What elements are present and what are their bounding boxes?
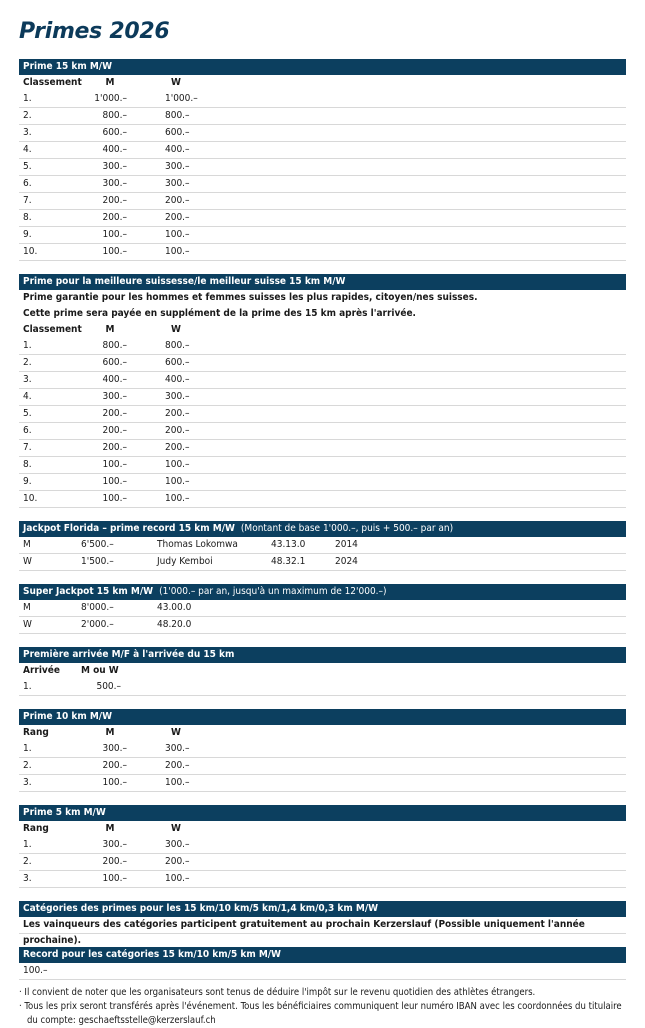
page-title: Primes 2026 xyxy=(19,19,170,44)
cell-year: 2024 xyxy=(335,556,358,567)
prize-document xyxy=(19,0,626,1028)
cell-rank: 3. xyxy=(23,127,32,138)
section-super-jackpot xyxy=(19,584,626,634)
cell-rank: 5. xyxy=(23,408,32,419)
cell-w: 100.– xyxy=(165,476,190,487)
cell-rank: 2. xyxy=(23,357,32,368)
table-row xyxy=(19,554,626,571)
cell-rank: 1. xyxy=(23,743,32,754)
table-row xyxy=(19,210,626,227)
section-prime-suisse xyxy=(19,274,626,508)
cell-w: 300.– xyxy=(165,161,190,172)
section-prime-15km xyxy=(19,59,626,261)
description-text: Prime garantie pour les hommes et femmes suisses les plus rapides, citoyen/nes suisses. xyxy=(23,292,478,303)
cell-m: 300.– xyxy=(102,391,127,402)
cell-m: 800.– xyxy=(102,110,127,121)
cell-w: 100.– xyxy=(165,229,190,240)
table-row xyxy=(19,355,626,372)
cell-w: 300.– xyxy=(165,391,190,402)
table-row xyxy=(19,775,626,792)
cell-rank: 2. xyxy=(23,760,32,771)
cell-w: 800.– xyxy=(165,110,190,121)
col-m: M xyxy=(105,727,115,738)
cell-rank: 2. xyxy=(23,110,32,121)
cell-year: 2014 xyxy=(335,539,358,550)
cell-amount: 8'000.– xyxy=(81,602,114,613)
cell-rank: 7. xyxy=(23,195,32,206)
cell-m: 200.– xyxy=(102,442,127,453)
footnote: · Il convient de noter que les organisateurs sont tenus de déduire l'impôt sur le revenu quotidien des athlètes étrangers. xyxy=(19,987,536,998)
cell-rank: 1. xyxy=(23,839,32,850)
cell-m: 300.– xyxy=(102,743,127,754)
cell-name: Judy Kemboi xyxy=(157,556,213,567)
table-row xyxy=(19,406,626,423)
cell-rank: 3. xyxy=(23,873,32,884)
col-w: W xyxy=(171,727,181,738)
cell-rank: 1. xyxy=(23,681,32,692)
table-row xyxy=(19,389,626,406)
cell-w: 800.– xyxy=(165,340,190,351)
cell-m: 200.– xyxy=(102,195,127,206)
table-header xyxy=(19,322,626,338)
cell-time: 43.13.0 xyxy=(271,539,306,550)
section-prime-5km xyxy=(19,805,626,888)
cell-w: 600.– xyxy=(165,357,190,368)
cell-w: 200.– xyxy=(165,195,190,206)
col-w: W xyxy=(171,823,181,834)
table-row xyxy=(19,125,626,142)
table-row xyxy=(19,679,626,696)
table-header xyxy=(19,75,626,91)
footnotes xyxy=(19,986,626,1028)
cell-m: 600.– xyxy=(102,127,127,138)
table-row xyxy=(19,91,626,108)
cell-rank: 2. xyxy=(23,856,32,867)
section-header: Prime 5 km M/W xyxy=(19,805,626,821)
table-row xyxy=(19,491,626,508)
cell-w: 200.– xyxy=(165,760,190,771)
section-header: Prime 15 km M/W xyxy=(19,59,626,75)
col-m: M xyxy=(105,77,115,88)
table-row xyxy=(19,244,626,261)
cell-w: 200.– xyxy=(165,408,190,419)
cell-time: 43.00.0 xyxy=(157,602,192,613)
cell-m: 300.– xyxy=(102,839,127,850)
cell-time: 48.32.1 xyxy=(271,556,306,567)
table-row xyxy=(19,423,626,440)
section-record xyxy=(19,947,626,980)
table-row xyxy=(19,440,626,457)
cell-m: 100.– xyxy=(102,246,127,257)
table-row xyxy=(19,474,626,491)
table-header xyxy=(19,663,626,679)
cell-w: 200.– xyxy=(165,856,190,867)
table-row xyxy=(19,837,626,854)
section-header xyxy=(19,584,626,600)
cell-m: 200.– xyxy=(102,425,127,436)
cell-w: 1'000.– xyxy=(165,93,198,104)
cell-w: 100.– xyxy=(165,777,190,788)
section-header: Prime 10 km M/W xyxy=(19,709,626,725)
header-title: Super Jackpot 15 km M/W xyxy=(23,586,154,597)
cell-m: 1'000.– xyxy=(94,93,127,104)
cell-rank: 10. xyxy=(23,493,38,504)
header-note: (Montant de base 1'000.–, puis + 500.– par an) xyxy=(240,523,454,534)
cell-rank: 6. xyxy=(23,425,32,436)
col-m-ou-w: M ou W xyxy=(81,665,119,676)
cell-rank: 1. xyxy=(23,93,32,104)
cell-rank: 9. xyxy=(23,476,32,487)
cell-m: 100.– xyxy=(102,476,127,487)
table-row xyxy=(19,854,626,871)
cell-m: 100.– xyxy=(102,229,127,240)
cell-m: 100.– xyxy=(102,459,127,470)
cell-m: 400.– xyxy=(102,374,127,385)
description-text: Cette prime sera payée en supplément de la prime des 15 km après l'arrivée. xyxy=(23,308,416,319)
cell-w: 400.– xyxy=(165,374,190,385)
cell-w: 200.– xyxy=(165,442,190,453)
cell-rank: 7. xyxy=(23,442,32,453)
section-prime-10km xyxy=(19,709,626,792)
section-categories xyxy=(19,901,626,946)
cell-w: 300.– xyxy=(165,178,190,189)
footnote: · Tous les prix seront transférés après l'événement. Tous les bénéficiaires communiquent leur numéro IBAN avec les coordonnées du titulaire du compte: geschaeftsstelle@kerzerslauf.ch xyxy=(19,1001,622,1026)
col-rang: Rang xyxy=(23,727,49,738)
table-header xyxy=(19,725,626,741)
table-row xyxy=(19,142,626,159)
cell-name: Thomas Lokomwa xyxy=(157,539,238,550)
record-value: 100.– xyxy=(19,963,626,980)
cell-w: 200.– xyxy=(165,425,190,436)
section-jackpot-florida xyxy=(19,521,626,571)
cell-m: 800.– xyxy=(102,340,127,351)
section-header: Première arrivée M/F à l'arrivée du 15 km xyxy=(19,647,626,663)
table-row xyxy=(19,338,626,355)
col-m: M xyxy=(105,324,115,335)
cell-rank: 3. xyxy=(23,777,32,788)
cell-m: 200.– xyxy=(102,408,127,419)
table-row xyxy=(19,159,626,176)
table-row xyxy=(19,227,626,244)
col-m: M xyxy=(105,823,115,834)
col-arrivee: Arrivée xyxy=(23,665,60,676)
cell-w: 300.– xyxy=(165,839,190,850)
table-row xyxy=(19,758,626,775)
header-title: Jackpot Florida – prime record 15 km M/W xyxy=(23,523,235,534)
table-row xyxy=(19,741,626,758)
table-header xyxy=(19,821,626,837)
cell-m: 300.– xyxy=(102,161,127,172)
table-row xyxy=(19,176,626,193)
section-header: Record pour les catégories 15 km/10 km/5 km M/W xyxy=(19,947,626,963)
table-row xyxy=(19,537,626,554)
cell-m: 400.– xyxy=(102,144,127,155)
cell-time: 48.20.0 xyxy=(157,619,192,630)
cell-gender: M xyxy=(23,602,31,613)
table-row xyxy=(19,600,626,617)
col-rang: Rang xyxy=(23,823,49,834)
table-row xyxy=(19,871,626,888)
cell-m: 600.– xyxy=(102,357,127,368)
table-row xyxy=(19,457,626,474)
col-w: W xyxy=(171,77,181,88)
cell-m: 100.– xyxy=(102,493,127,504)
cell-rank: 6. xyxy=(23,178,32,189)
cell-gender: M xyxy=(23,539,31,550)
cell-m: 300.– xyxy=(102,178,127,189)
cell-m: 200.– xyxy=(102,856,127,867)
cell-rank: 5. xyxy=(23,161,32,172)
cell-w: 100.– xyxy=(165,873,190,884)
cell-amount: 500.– xyxy=(96,681,121,692)
table-row xyxy=(19,108,626,125)
cell-rank: 1. xyxy=(23,340,32,351)
cell-w: 100.– xyxy=(165,493,190,504)
cell-m: 100.– xyxy=(102,777,127,788)
cell-rank: 4. xyxy=(23,144,32,155)
cell-w: 200.– xyxy=(165,212,190,223)
col-classement: Classement xyxy=(23,324,82,335)
cell-w: 100.– xyxy=(165,246,190,257)
table-row xyxy=(19,372,626,389)
cell-m: 200.– xyxy=(102,212,127,223)
section-premiere-arrivee xyxy=(19,647,626,696)
cell-rank: 10. xyxy=(23,246,38,257)
cell-amount: 1'500.– xyxy=(81,556,114,567)
section-header: Prime pour la meilleure suissesse/le meilleur suisse 15 km M/W xyxy=(19,274,626,290)
cell-rank: 8. xyxy=(23,212,32,223)
cell-w: 400.– xyxy=(165,144,190,155)
cell-amount: 2'000.– xyxy=(81,619,114,630)
cell-rank: 9. xyxy=(23,229,32,240)
cell-gender: W xyxy=(23,556,32,567)
cell-amount: 6'500.– xyxy=(81,539,114,550)
cell-gender: W xyxy=(23,619,32,630)
col-w: W xyxy=(171,324,181,335)
cell-w: 300.– xyxy=(165,743,190,754)
cell-w: 100.– xyxy=(165,459,190,470)
table-row xyxy=(19,193,626,210)
cell-w: 600.– xyxy=(165,127,190,138)
header-note: (1'000.– par an, jusqu'à un maximum de 12'000.–) xyxy=(159,586,387,597)
cell-rank: 3. xyxy=(23,374,32,385)
cell-m: 200.– xyxy=(102,760,127,771)
table-row xyxy=(19,617,626,634)
col-classement: Classement xyxy=(23,77,82,88)
cell-rank: 4. xyxy=(23,391,32,402)
cell-m: 100.– xyxy=(102,873,127,884)
section-header xyxy=(19,521,626,537)
section-header: Catégories des primes pour les 15 km/10 km/5 km/1,4 km/0,3 km M/W xyxy=(19,901,626,917)
cell-rank: 8. xyxy=(23,459,32,470)
description-text: Les vainqueurs des catégories participent gratuitement au prochain Kerzerslauf (Possible uniquement l'année prochaine). xyxy=(19,917,626,934)
